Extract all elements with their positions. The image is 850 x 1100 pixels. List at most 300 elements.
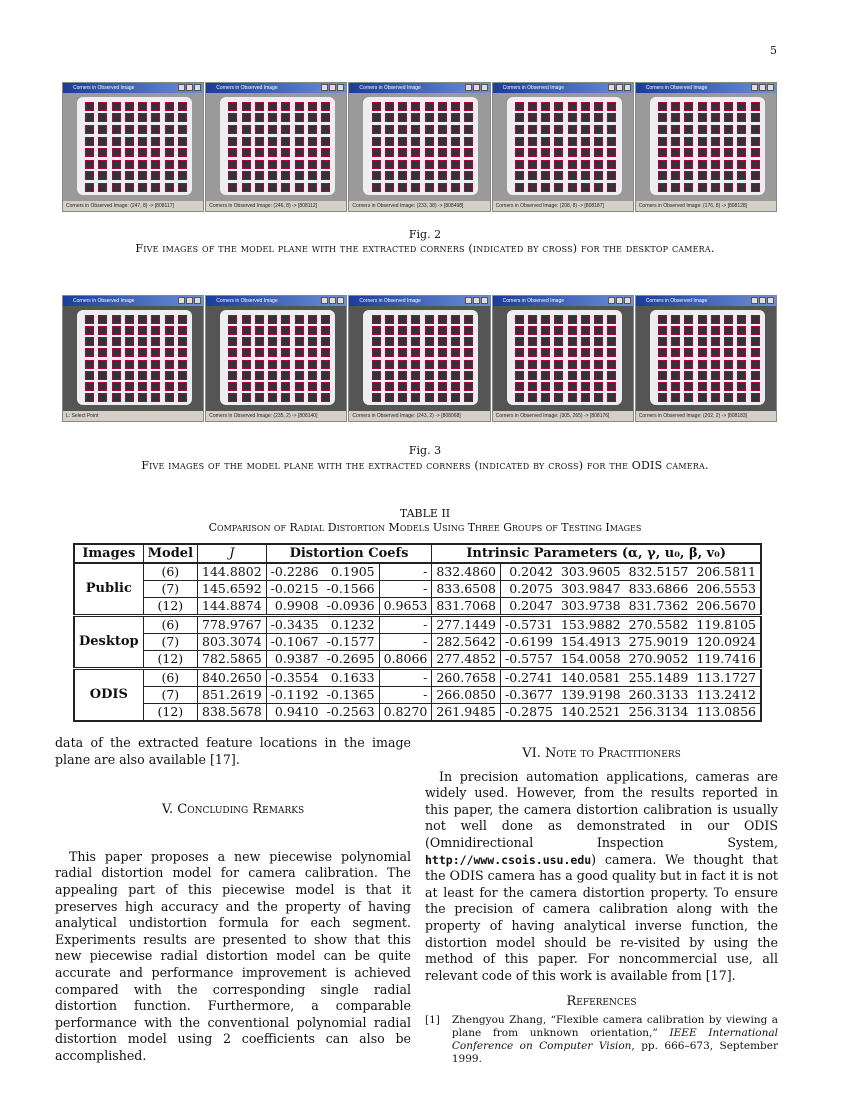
corner-square: [426, 338, 433, 345]
corner-square: [672, 184, 679, 191]
corner-square: [229, 172, 236, 179]
corner-square: [439, 138, 446, 145]
corner-square: [426, 149, 433, 156]
corner-square: [569, 372, 576, 379]
corner-square: [373, 361, 380, 368]
corner-square: [529, 372, 536, 379]
corner-square: [386, 316, 393, 323]
corner-square: [516, 103, 523, 110]
corner-square: [452, 383, 459, 390]
corner-square: [725, 327, 732, 334]
corner-square: [516, 138, 523, 145]
corner-square: [309, 103, 316, 110]
corner-square: [99, 103, 106, 110]
close-icon[interactable]: [194, 84, 201, 91]
corner-square: [712, 316, 719, 323]
corner-square: [229, 361, 236, 368]
maximize-icon[interactable]: [616, 84, 623, 91]
minimize-icon[interactable]: [751, 297, 758, 304]
corner-square: [516, 172, 523, 179]
table-cell: 113.0856: [692, 704, 761, 722]
corner-square: [595, 103, 602, 110]
table-cell: 0.8270: [379, 704, 432, 722]
window-title: Corners in Observed Image: [502, 298, 565, 304]
corner-square: [373, 338, 380, 345]
corner-square: [595, 149, 602, 156]
status-bar: L: Select Point: [63, 411, 203, 421]
corner-square: [373, 327, 380, 334]
corner-square: [516, 161, 523, 168]
corner-square: [738, 394, 745, 401]
corner-square: [386, 394, 393, 401]
corner-square: [412, 327, 419, 334]
checkerboard-pattern: [650, 310, 765, 405]
corner-square: [452, 361, 459, 368]
corner-square: [608, 103, 615, 110]
corner-square: [699, 149, 706, 156]
window-title: Corners in Observed Image: [359, 85, 421, 91]
corner-square: [595, 327, 602, 334]
corner-square: [595, 349, 602, 356]
corner-square: [86, 338, 93, 345]
corner-square: [269, 372, 276, 379]
table-cell: 0.9387: [266, 651, 322, 669]
corner-square: [672, 361, 679, 368]
minimize-icon[interactable]: [608, 84, 615, 91]
corner-square: [256, 316, 263, 323]
window-title: Corners in Observed Image: [73, 298, 135, 304]
corner-square: [373, 383, 380, 390]
minimize-icon[interactable]: [321, 84, 328, 91]
corner-square: [269, 316, 276, 323]
corner-square: [608, 126, 615, 133]
table-cell: 275.9019: [625, 634, 693, 651]
corner-square: [139, 316, 146, 323]
corner-square: [243, 172, 250, 179]
corner-square: [322, 184, 329, 191]
corner-square: [465, 161, 472, 168]
window-titlebar: [493, 83, 633, 93]
corner-square: [439, 103, 446, 110]
corner-square: [113, 394, 120, 401]
table-cell: 206.5670: [692, 598, 761, 616]
corner-square: [179, 349, 186, 356]
table-cell: 113.2412: [692, 687, 761, 704]
corner-square: [529, 349, 536, 356]
calibration-image: [62, 82, 204, 212]
corner-square: [412, 394, 419, 401]
table-cell: 0.9653: [379, 598, 432, 616]
corner-square: [465, 103, 472, 110]
table-cell: -: [379, 634, 432, 651]
corner-square: [126, 349, 133, 356]
corner-square: [296, 349, 303, 356]
corner-square: [152, 383, 159, 390]
corner-square: [516, 383, 523, 390]
table-cell: -: [379, 616, 432, 634]
corner-square: [738, 172, 745, 179]
maximize-icon[interactable]: [186, 84, 193, 91]
maximize-icon[interactable]: [473, 84, 480, 91]
corner-square: [542, 161, 549, 168]
corner-square: [555, 361, 562, 368]
corner-square: [99, 394, 106, 401]
maximize-icon[interactable]: [759, 297, 766, 304]
corner-square: [179, 184, 186, 191]
table-cell: -0.6199: [501, 634, 557, 651]
calibration-image: [635, 295, 777, 422]
corner-square: [296, 327, 303, 334]
corner-square: [309, 316, 316, 323]
table-row: [74, 704, 761, 722]
minimize-icon[interactable]: [608, 297, 615, 304]
table-cell: 833.6508: [432, 581, 501, 598]
corner-square: [529, 103, 536, 110]
status-bar: Corners in Observed Image: (176, 8) -> [808128]: [636, 201, 776, 211]
continued-text: data of the extracted feature locations in the image plane are also available [17].: [55, 735, 411, 767]
corner-square: [282, 349, 289, 356]
corner-square: [542, 394, 549, 401]
table-cell: 119.7416: [692, 651, 761, 669]
corner-square: [712, 138, 719, 145]
corner-square: [542, 383, 549, 390]
corner-square: [86, 394, 93, 401]
corner-square: [608, 383, 615, 390]
corner-square: [296, 103, 303, 110]
corner-square: [465, 149, 472, 156]
corner-square: [542, 149, 549, 156]
corner-square: [256, 372, 263, 379]
corner-square: [738, 161, 745, 168]
corner-square: [309, 126, 316, 133]
close-icon[interactable]: [624, 84, 631, 91]
corner-square: [269, 138, 276, 145]
corner-square: [738, 126, 745, 133]
corner-square: [672, 161, 679, 168]
minimize-icon[interactable]: [321, 297, 328, 304]
table-cell: 0.8066: [379, 651, 432, 669]
corner-square: [752, 361, 759, 368]
corner-square: [243, 149, 250, 156]
results-table: [73, 543, 762, 722]
table-cell: -0.5757: [501, 651, 557, 669]
corner-square: [412, 383, 419, 390]
corner-square: [86, 114, 93, 121]
corner-square: [243, 103, 250, 110]
corner-square: [672, 149, 679, 156]
checkerboard-pattern: [363, 310, 478, 405]
corner-square: [465, 394, 472, 401]
corner-square: [322, 103, 329, 110]
corner-square: [725, 149, 732, 156]
corner-square: [725, 103, 732, 110]
close-icon[interactable]: [767, 84, 774, 91]
corner-square: [699, 138, 706, 145]
maximize-icon[interactable]: [329, 84, 336, 91]
table-cell: -: [379, 563, 432, 581]
corner-square: [725, 394, 732, 401]
corner-square: [672, 114, 679, 121]
corner-square: [399, 349, 406, 356]
corner-square: [569, 327, 576, 334]
corner-square: [282, 172, 289, 179]
corner-square: [699, 338, 706, 345]
corner-square: [569, 383, 576, 390]
paragraph-text: In precision automation applications, cameras are widely used. However, from the results reported in this paper, the camera distortion calibration is usually not well done as demonstrated in our ODIS (Omnidirectional Inspection System,: [425, 768, 778, 850]
corner-square: [582, 361, 589, 368]
close-icon[interactable]: [481, 297, 488, 304]
corner-square: [166, 349, 173, 356]
table-cell: -0.2695: [323, 651, 379, 669]
corner-square: [309, 338, 316, 345]
table-cell: 255.1489: [625, 669, 693, 687]
corner-square: [582, 383, 589, 390]
corner-square: [542, 338, 549, 345]
maximize-icon[interactable]: [616, 297, 623, 304]
corner-square: [725, 114, 732, 121]
corner-square: [426, 172, 433, 179]
corner-square: [685, 316, 692, 323]
corner-square: [529, 149, 536, 156]
table-cell: 277.1449: [432, 616, 501, 634]
maximize-icon[interactable]: [329, 297, 336, 304]
corner-square: [166, 383, 173, 390]
corner-square: [243, 349, 250, 356]
corner-square: [229, 126, 236, 133]
status-bar: Corners in Observed Image: (208, 8) -> [808187]: [493, 201, 633, 211]
checkerboard-pattern: [650, 97, 765, 195]
corner-square: [179, 372, 186, 379]
corner-square: [465, 172, 472, 179]
corner-square: [166, 172, 173, 179]
corner-square: [426, 161, 433, 168]
table-cell: 0.1633: [323, 669, 379, 687]
corner-square: [99, 114, 106, 121]
table-cell: 139.9198: [557, 687, 625, 704]
corner-square: [439, 126, 446, 133]
table-cell: 0.2042: [509, 564, 553, 579]
corner-square: [113, 149, 120, 156]
corner-square: [412, 149, 419, 156]
minimize-icon[interactable]: [178, 297, 185, 304]
maximize-icon[interactable]: [186, 297, 193, 304]
corner-square: [439, 383, 446, 390]
corner-square: [322, 383, 329, 390]
corner-square: [659, 383, 666, 390]
corner-square: [166, 126, 173, 133]
corner-square: [399, 161, 406, 168]
corner-square: [139, 383, 146, 390]
right-column: [425, 746, 778, 1066]
corner-square: [373, 138, 380, 145]
close-icon[interactable]: [337, 297, 344, 304]
corner-square: [699, 161, 706, 168]
corner-square: [113, 361, 120, 368]
table-cell: -0.2741: [501, 669, 557, 687]
corner-square: [439, 394, 446, 401]
close-icon[interactable]: [337, 84, 344, 91]
window-titlebar: [636, 296, 776, 306]
corner-square: [555, 316, 562, 323]
corner-square: [166, 338, 173, 345]
corner-square: [712, 161, 719, 168]
table-cell: -0.1067: [266, 634, 322, 651]
corner-square: [113, 114, 120, 121]
window-title: Corners in Observed Image: [216, 298, 278, 304]
corner-square: [309, 327, 316, 334]
corner-square: [99, 126, 106, 133]
maximize-icon[interactable]: [473, 297, 480, 304]
reference-text: [452, 1014, 778, 1066]
corner-square: [672, 126, 679, 133]
corner-square: [516, 184, 523, 191]
corner-square: [452, 327, 459, 334]
table-cell: (6): [143, 563, 197, 581]
corner-square: [699, 372, 706, 379]
table-cell: (6): [143, 669, 197, 687]
corner-square: [582, 126, 589, 133]
corner-square: [386, 349, 393, 356]
corner-square: [685, 327, 692, 334]
corner-square: [166, 103, 173, 110]
reference-item: [425, 1014, 778, 1066]
close-icon[interactable]: [481, 84, 488, 91]
corner-square: [555, 103, 562, 110]
table-cell: 277.4852: [432, 651, 501, 669]
corner-square: [582, 327, 589, 334]
maximize-icon[interactable]: [759, 84, 766, 91]
table-cell: 840.2650: [198, 669, 267, 687]
corner-square: [452, 338, 459, 345]
corner-square: [399, 149, 406, 156]
corner-square: [373, 103, 380, 110]
corner-square: [152, 103, 159, 110]
corner-square: [282, 361, 289, 368]
table-cell: -: [379, 687, 432, 704]
corner-square: [296, 161, 303, 168]
corner-square: [738, 349, 745, 356]
corner-square: [243, 338, 250, 345]
corner-square: [229, 338, 236, 345]
table-cell: 303.9847: [557, 581, 625, 598]
corner-square: [86, 138, 93, 145]
minimize-icon[interactable]: [465, 297, 472, 304]
corner-square: [373, 149, 380, 156]
corner-square: [659, 149, 666, 156]
table-subtitle: Comparison of Radial Distortion Models Using Three Groups of Testing Images: [208, 521, 642, 534]
corner-square: [126, 316, 133, 323]
minimize-icon[interactable]: [178, 84, 185, 91]
corner-square: [542, 361, 549, 368]
corner-square: [595, 394, 602, 401]
corner-square: [386, 114, 393, 121]
corner-square: [452, 172, 459, 179]
corner-square: [685, 383, 692, 390]
corner-square: [309, 361, 316, 368]
corner-square: [412, 126, 419, 133]
corner-square: [399, 361, 406, 368]
corner-square: [672, 327, 679, 334]
corner-square: [685, 361, 692, 368]
corner-square: [243, 184, 250, 191]
corner-square: [516, 394, 523, 401]
corner-square: [179, 327, 186, 334]
close-icon[interactable]: [767, 297, 774, 304]
corner-square: [269, 149, 276, 156]
section-heading-note-to-practitioners: VI. Note to Practitioners: [522, 746, 681, 761]
status-bar: Corners in Observed Image: (233, 38) -> [808498]: [349, 201, 489, 211]
corner-square: [166, 149, 173, 156]
corner-square: [465, 114, 472, 121]
corner-square: [99, 361, 106, 368]
corner-square: [166, 394, 173, 401]
corner-square: [529, 361, 536, 368]
corner-square: [99, 149, 106, 156]
corner-square: [555, 394, 562, 401]
corner-square: [229, 394, 236, 401]
corner-square: [399, 138, 406, 145]
corner-square: [296, 126, 303, 133]
corner-square: [282, 184, 289, 191]
corner-square: [412, 138, 419, 145]
corner-square: [595, 114, 602, 121]
corner-square: [555, 161, 562, 168]
corner-square: [685, 394, 692, 401]
table-cell: (7): [143, 581, 197, 598]
corner-square: [595, 126, 602, 133]
corner-square: [439, 316, 446, 323]
table-cell: 266.0850: [432, 687, 501, 704]
minimize-icon[interactable]: [751, 84, 758, 91]
corner-square: [166, 138, 173, 145]
corner-square: [685, 372, 692, 379]
corner-square: [426, 138, 433, 145]
corner-square: [595, 338, 602, 345]
corner-square: [699, 114, 706, 121]
window-titlebar: [206, 296, 346, 306]
corner-square: [322, 316, 329, 323]
table-row: [74, 669, 761, 687]
close-icon[interactable]: [624, 297, 631, 304]
corner-square: [608, 316, 615, 323]
corner-square: [582, 316, 589, 323]
calibration-image: [205, 82, 347, 212]
corner-square: [725, 338, 732, 345]
corner-square: [595, 372, 602, 379]
close-icon[interactable]: [194, 297, 201, 304]
url-link[interactable]: http://www.csois.usu.edu: [425, 852, 592, 867]
table-cell: 832.4860: [432, 563, 501, 581]
corner-square: [139, 394, 146, 401]
corner-square: [439, 372, 446, 379]
corner-square: [322, 149, 329, 156]
minimize-icon[interactable]: [465, 84, 472, 91]
corner-square: [113, 172, 120, 179]
corner-square: [699, 383, 706, 390]
corner-square: [243, 327, 250, 334]
corner-square: [738, 138, 745, 145]
corner-square: [738, 149, 745, 156]
window-titlebar: [206, 83, 346, 93]
corner-square: [738, 372, 745, 379]
corner-square: [712, 361, 719, 368]
corner-square: [166, 161, 173, 168]
corner-square: [99, 383, 106, 390]
table-cell: 270.9052: [625, 651, 693, 669]
table-cell: 145.6592: [198, 581, 267, 598]
calibration-image: [348, 295, 490, 422]
reference-pages: , pp. 666–673, September 1999.: [451, 1039, 778, 1065]
